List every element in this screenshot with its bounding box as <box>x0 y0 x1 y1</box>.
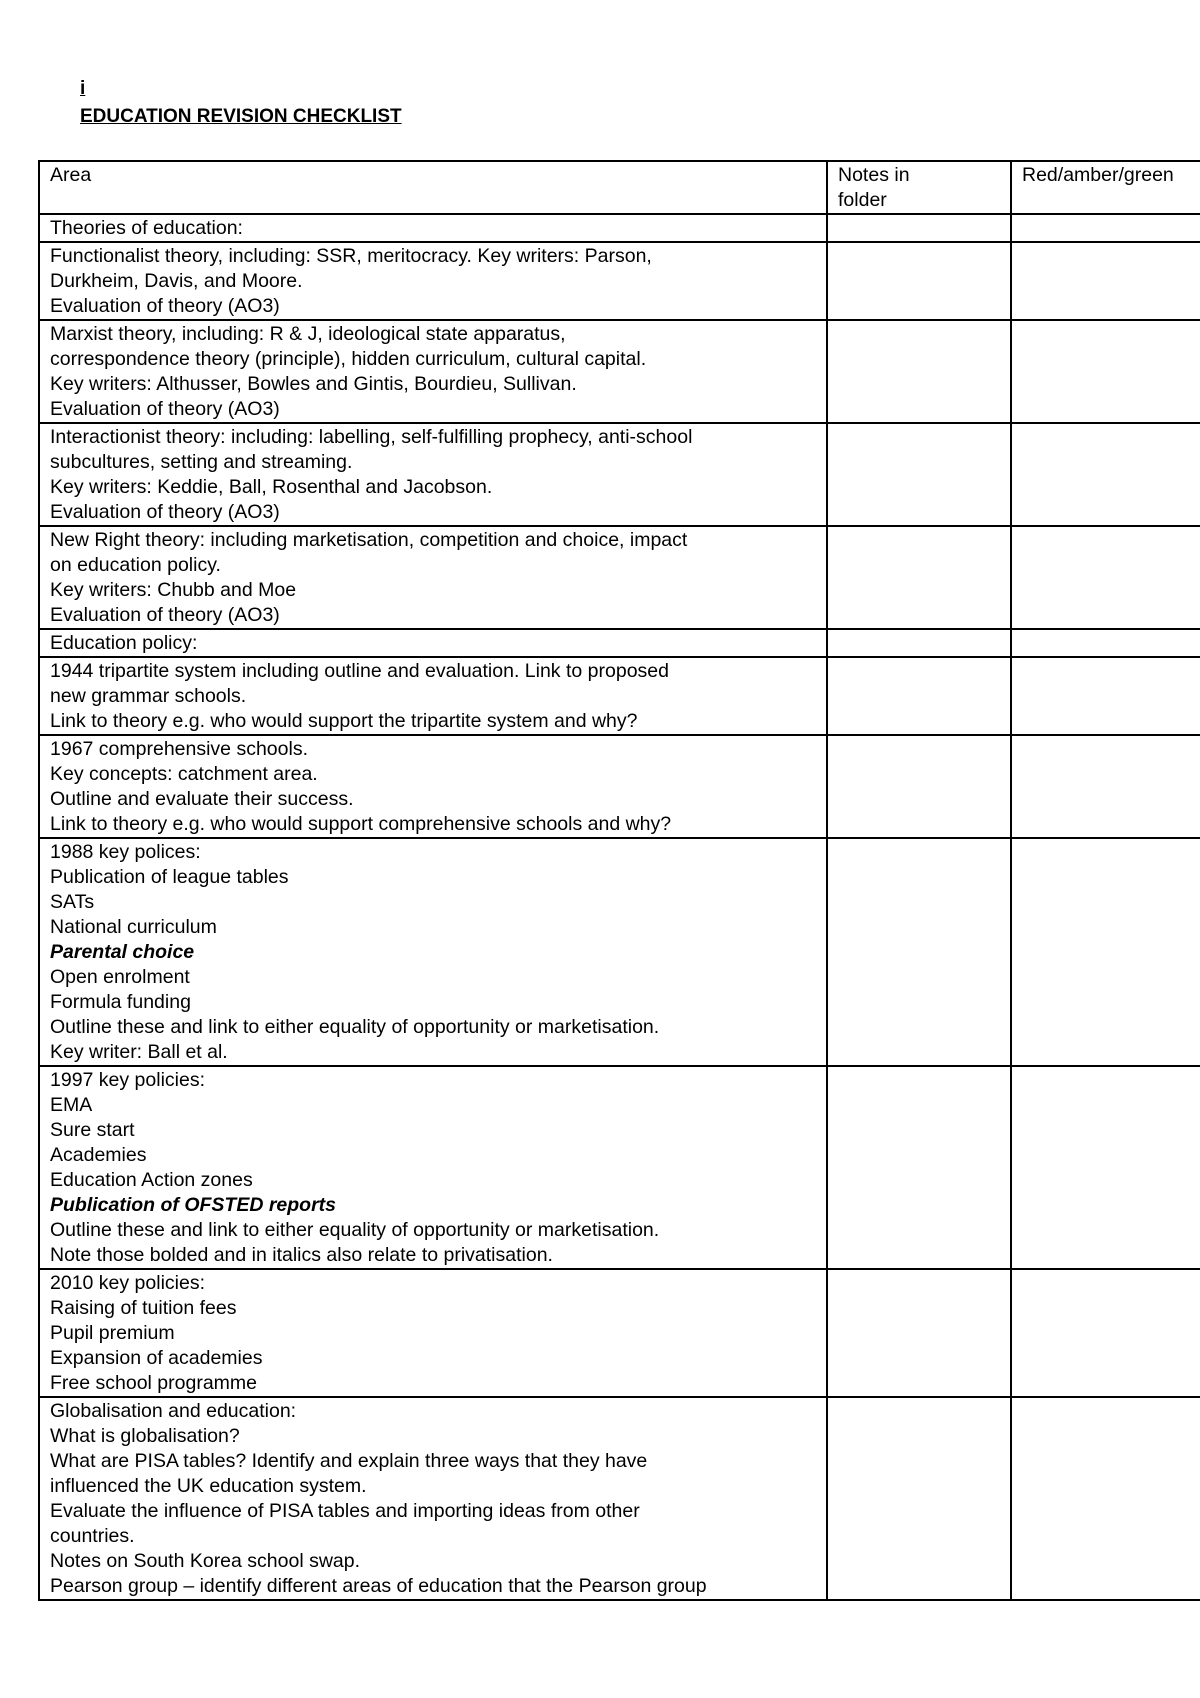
notes-in-folder-cell[interactable] <box>827 1397 1011 1600</box>
notes-in-folder-cell[interactable] <box>827 320 1011 423</box>
area-text-line: Interactionist theory: including: labelling, self-fulfilling prophecy, anti-school <box>50 426 693 448</box>
area-text-line: Evaluation of theory (AO3) <box>50 398 280 420</box>
notes-in-folder-cell[interactable] <box>827 526 1011 629</box>
area-text-line: SATs <box>50 891 95 913</box>
area-text-line: What are PISA tables? Identify and explain three ways that they have <box>50 1450 648 1472</box>
red-amber-green-cell[interactable] <box>1011 242 1200 320</box>
red-amber-green-cell[interactable] <box>1011 214 1200 242</box>
area-text-line: Outline these and link to either equality of opportunity or marketisation. <box>50 1219 660 1241</box>
area-text-line: Evaluate the influence of PISA tables and importing ideas from other <box>50 1500 640 1522</box>
area-text-line: Durkheim, Davis, and Moore. <box>50 270 303 292</box>
area-text-line: Formula funding <box>50 991 191 1013</box>
area-text-line: Key writers: Althusser, Bowles and Gintis, Bourdieu, Sullivan. <box>50 373 577 395</box>
area-text-line: Evaluation of theory (AO3) <box>50 295 280 317</box>
notes-in-folder-cell[interactable] <box>827 657 1011 735</box>
notes-in-folder-cell[interactable] <box>827 1269 1011 1397</box>
area-text-line: new grammar schools. <box>50 685 247 707</box>
area-text-line: Notes on South Korea school swap. <box>50 1550 361 1572</box>
area-text-line: countries. <box>50 1525 135 1547</box>
notes-in-folder-cell[interactable] <box>827 214 1011 242</box>
notes-in-folder-cell[interactable] <box>827 735 1011 838</box>
area-text-line: Expansion of academies <box>50 1347 263 1369</box>
red-amber-green-cell[interactable] <box>1011 629 1200 657</box>
table-row <box>39 1269 1200 1397</box>
page-marker: i <box>80 78 86 99</box>
header-area: Area <box>39 161 827 214</box>
table-row <box>39 526 1200 629</box>
table-row <box>39 242 1200 320</box>
area-text-line: Key writers: Chubb and Moe <box>50 579 297 601</box>
area-cell <box>39 423 827 526</box>
area-text-line: Theories of education: <box>50 217 243 239</box>
area-text-line: 1944 tripartite system including outline and evaluation. Link to proposed <box>50 660 669 682</box>
red-amber-green-cell[interactable] <box>1011 735 1200 838</box>
area-text-line: Raising of tuition fees <box>50 1297 237 1319</box>
area-text-line: Note those bolded and in italics also relate to privatisation. <box>50 1244 553 1266</box>
checklist-body <box>39 214 1200 1600</box>
area-text-line: Globalisation and education: <box>50 1400 297 1422</box>
area-text-line: Open enrolment <box>50 966 190 988</box>
red-amber-green-cell[interactable] <box>1011 1269 1200 1397</box>
notes-in-folder-cell[interactable] <box>827 838 1011 1066</box>
area-cell <box>39 657 827 735</box>
area-text-line: Outline these and link to either equality of opportunity or marketisation. <box>50 1016 660 1038</box>
table-row <box>39 629 1200 657</box>
table-header-row <box>39 161 1200 214</box>
area-cell <box>39 214 827 242</box>
area-text-line: Evaluation of theory (AO3) <box>50 604 280 626</box>
area-text-line: Education Action zones <box>50 1169 253 1191</box>
red-amber-green-cell[interactable] <box>1011 423 1200 526</box>
notes-in-folder-cell[interactable] <box>827 242 1011 320</box>
area-text-line: Link to theory e.g. who would support the tripartite system and why? <box>50 710 638 732</box>
area-text-line: 2010 key policies: <box>50 1272 206 1294</box>
area-text-line: 1967 comprehensive schools. <box>50 738 308 760</box>
area-text-line: Sure start <box>50 1119 135 1141</box>
area-text-line: Free school programme <box>50 1372 257 1394</box>
area-text-line: Key concepts: catchment area. <box>50 763 318 785</box>
area-text-line: Outline and evaluate their success. <box>50 788 354 810</box>
red-amber-green-cell[interactable] <box>1011 320 1200 423</box>
area-text-emphasis: Publication of OFSTED reports <box>50 1194 337 1216</box>
area-text-line: Education policy: <box>50 632 198 654</box>
area-text-line: Link to theory e.g. who would support comprehensive schools and why? <box>50 813 672 835</box>
revision-checklist-table <box>38 160 1200 1601</box>
area-cell <box>39 1269 827 1397</box>
table-row <box>39 735 1200 838</box>
area-cell <box>39 526 827 629</box>
document-title: EDUCATION REVISION CHECKLIST <box>80 106 402 127</box>
area-text-line: 1988 key polices: <box>50 841 201 863</box>
table-row <box>39 214 1200 242</box>
notes-in-folder-cell[interactable] <box>827 629 1011 657</box>
area-text-line: Publication of league tables <box>50 866 289 888</box>
area-text-line: New Right theory: including marketisation, competition and choice, impact <box>50 529 688 551</box>
notes-in-folder-cell[interactable] <box>827 423 1011 526</box>
area-text-line: EMA <box>50 1094 93 1116</box>
table-row <box>39 1066 1200 1269</box>
red-amber-green-cell[interactable] <box>1011 526 1200 629</box>
area-cell <box>39 1066 827 1269</box>
area-cell <box>39 735 827 838</box>
area-text-line: Pearson group – identify different areas of education that the Pearson group <box>50 1575 707 1597</box>
area-text-line: National curriculum <box>50 916 217 938</box>
area-text-line: Marxist theory, including: R & J, ideological state apparatus, <box>50 323 566 345</box>
area-cell <box>39 629 827 657</box>
table-row <box>39 657 1200 735</box>
area-text-line: Pupil premium <box>50 1322 175 1344</box>
area-cell <box>39 838 827 1066</box>
area-text-line: Academies <box>50 1144 147 1166</box>
header-notes-line: Notes in <box>838 164 910 186</box>
area-text-line: Functionalist theory, including: SSR, meritocracy. Key writers: Parson, <box>50 245 652 267</box>
area-text-line: influenced the UK education system. <box>50 1475 367 1497</box>
red-amber-green-cell[interactable] <box>1011 1066 1200 1269</box>
header-notes-in-folder <box>827 161 1011 214</box>
table-row <box>39 320 1200 423</box>
area-text-emphasis: Parental choice <box>50 941 195 963</box>
red-amber-green-cell[interactable] <box>1011 838 1200 1066</box>
table-row <box>39 1397 1200 1600</box>
area-cell <box>39 1397 827 1600</box>
area-cell <box>39 242 827 320</box>
area-text-line: subcultures, setting and streaming. <box>50 451 353 473</box>
area-text-line: Key writers: Keddie, Ball, Rosenthal and Jacobson. <box>50 476 493 498</box>
header-red-amber-green: Red/amber/green <box>1011 161 1200 214</box>
notes-in-folder-cell[interactable] <box>827 1066 1011 1269</box>
area-text-line: Evaluation of theory (AO3) <box>50 501 280 523</box>
area-cell <box>39 320 827 423</box>
red-amber-green-cell[interactable] <box>1011 657 1200 735</box>
table-row <box>39 838 1200 1066</box>
table-row <box>39 423 1200 526</box>
area-text-line: Key writer: Ball et al. <box>50 1041 228 1063</box>
red-amber-green-cell[interactable] <box>1011 1397 1200 1600</box>
area-text-line: What is globalisation? <box>50 1425 240 1447</box>
area-text-line: on education policy. <box>50 554 221 576</box>
header-notes-line: folder <box>838 189 887 211</box>
area-text-line: correspondence theory (principle), hidden curriculum, cultural capital. <box>50 348 647 370</box>
area-text-line: 1997 key policies: <box>50 1069 206 1091</box>
